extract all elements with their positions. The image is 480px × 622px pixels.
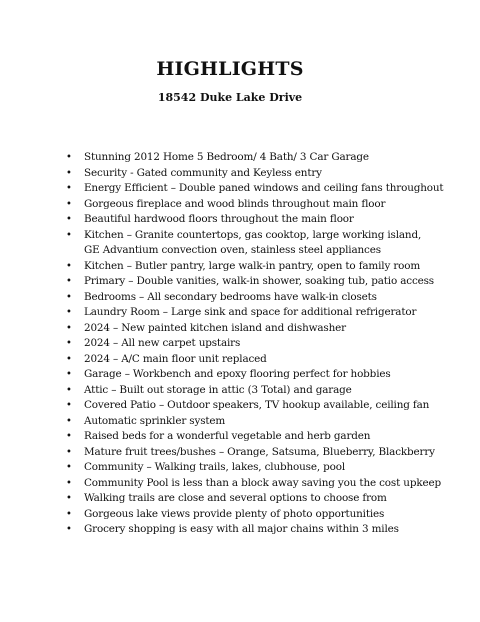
bullet-icon: • (66, 198, 72, 210)
list-item: • Security - Gated community and Keyless entry (66, 166, 426, 182)
bullet-icon: • (66, 384, 72, 396)
bullet-icon: • (66, 493, 72, 504)
bullet-icon: • (66, 446, 72, 458)
document-title: HIGHLIGHTS (156, 58, 304, 80)
list-item: • Kitchen – Butler pantry, large walk-in pantry, open to family room (66, 259, 426, 275)
bullet-icon: • (66, 524, 72, 535)
bullet-icon: • (66, 152, 72, 163)
highlights-list (66, 150, 444, 538)
list-item: • Community – Walking trails, lakes, clubhouse, pool (66, 460, 426, 476)
list-item: • Covered Patio – Outdoor speakers, TV hookup available, ceiling fan (66, 398, 426, 414)
bullet-icon: • (66, 260, 72, 272)
bullet-icon: • (66, 229, 72, 241)
list-item: • 2024 – New painted kitchen island and dishwasher (66, 321, 426, 337)
bullet-icon: • (66, 477, 72, 489)
list-item: • Bedrooms – All secondary bedrooms have walk-in closets (66, 290, 426, 306)
bullet-icon: • (66, 400, 72, 411)
list-item: • Gorgeous fireplace and wood blinds throughout main floor (66, 197, 426, 213)
bullet-icon: • (66, 353, 72, 365)
list-item: • Kitchen – Granite countertops, gas cooktop, large working island, GE Advantium convection oven, stainless steel appliances (66, 228, 422, 256)
bullet-icon: • (66, 415, 72, 427)
list-item: • Walking trails are close and several options to choose from (66, 491, 426, 507)
list-item: • Raised beds for a wonderful vegetable and herb garden (66, 429, 426, 445)
bullet-icon: • (66, 214, 72, 225)
bullet-icon: • (66, 307, 72, 318)
list-item: • Automatic sprinkler system (66, 414, 426, 430)
list-item: • Energy Efficient – Double paned windows and ceiling fans throughout (66, 181, 426, 197)
list-item: • Mature fruit trees/bushes – Orange, Satsuma, Blueberry, Blackberry (66, 445, 426, 461)
list-item: • 2024 – A/C main floor unit replaced (66, 352, 426, 368)
list-item: • Laundry Room – Large sink and space for additional refrigerator (66, 305, 426, 321)
bullet-icon: • (66, 508, 72, 520)
bullet-icon: • (66, 369, 72, 380)
property-address: 18542 Duke Lake Drive (157, 91, 303, 104)
bullet-icon: • (66, 167, 72, 179)
list-item: • Garage – Workbench and epoxy flooring perfect for hobbies (66, 367, 426, 383)
bullet-icon: • (66, 291, 72, 303)
list-item: • Community Pool is less than a block away saving you the cost upkeep (66, 476, 426, 492)
list-item: • Attic – Built out storage in attic (3 Total) and garage (66, 383, 426, 399)
list-item: • Gorgeous lake views provide plenty of photo opportunities (66, 507, 426, 523)
list-item: • Stunning 2012 Home 5 Bedroom/ 4 Bath/ 3 Car Garage (66, 150, 426, 166)
bullet-icon: • (66, 183, 72, 194)
list-item: • Grocery shopping is easy with all major chains within 3 miles (66, 522, 426, 538)
bullet-icon: • (66, 338, 72, 349)
bullet-icon: • (66, 322, 72, 334)
list-item: • Beautiful hardwood floors throughout the main floor (66, 212, 426, 228)
list-item: • 2024 – All new carpet upstairs (66, 336, 426, 352)
bullet-icon: • (66, 276, 72, 287)
bullet-icon: • (66, 462, 72, 473)
bullet-icon: • (66, 431, 72, 442)
list-item: • Primary – Double vanities, walk-in shower, soaking tub, patio access (66, 274, 426, 290)
